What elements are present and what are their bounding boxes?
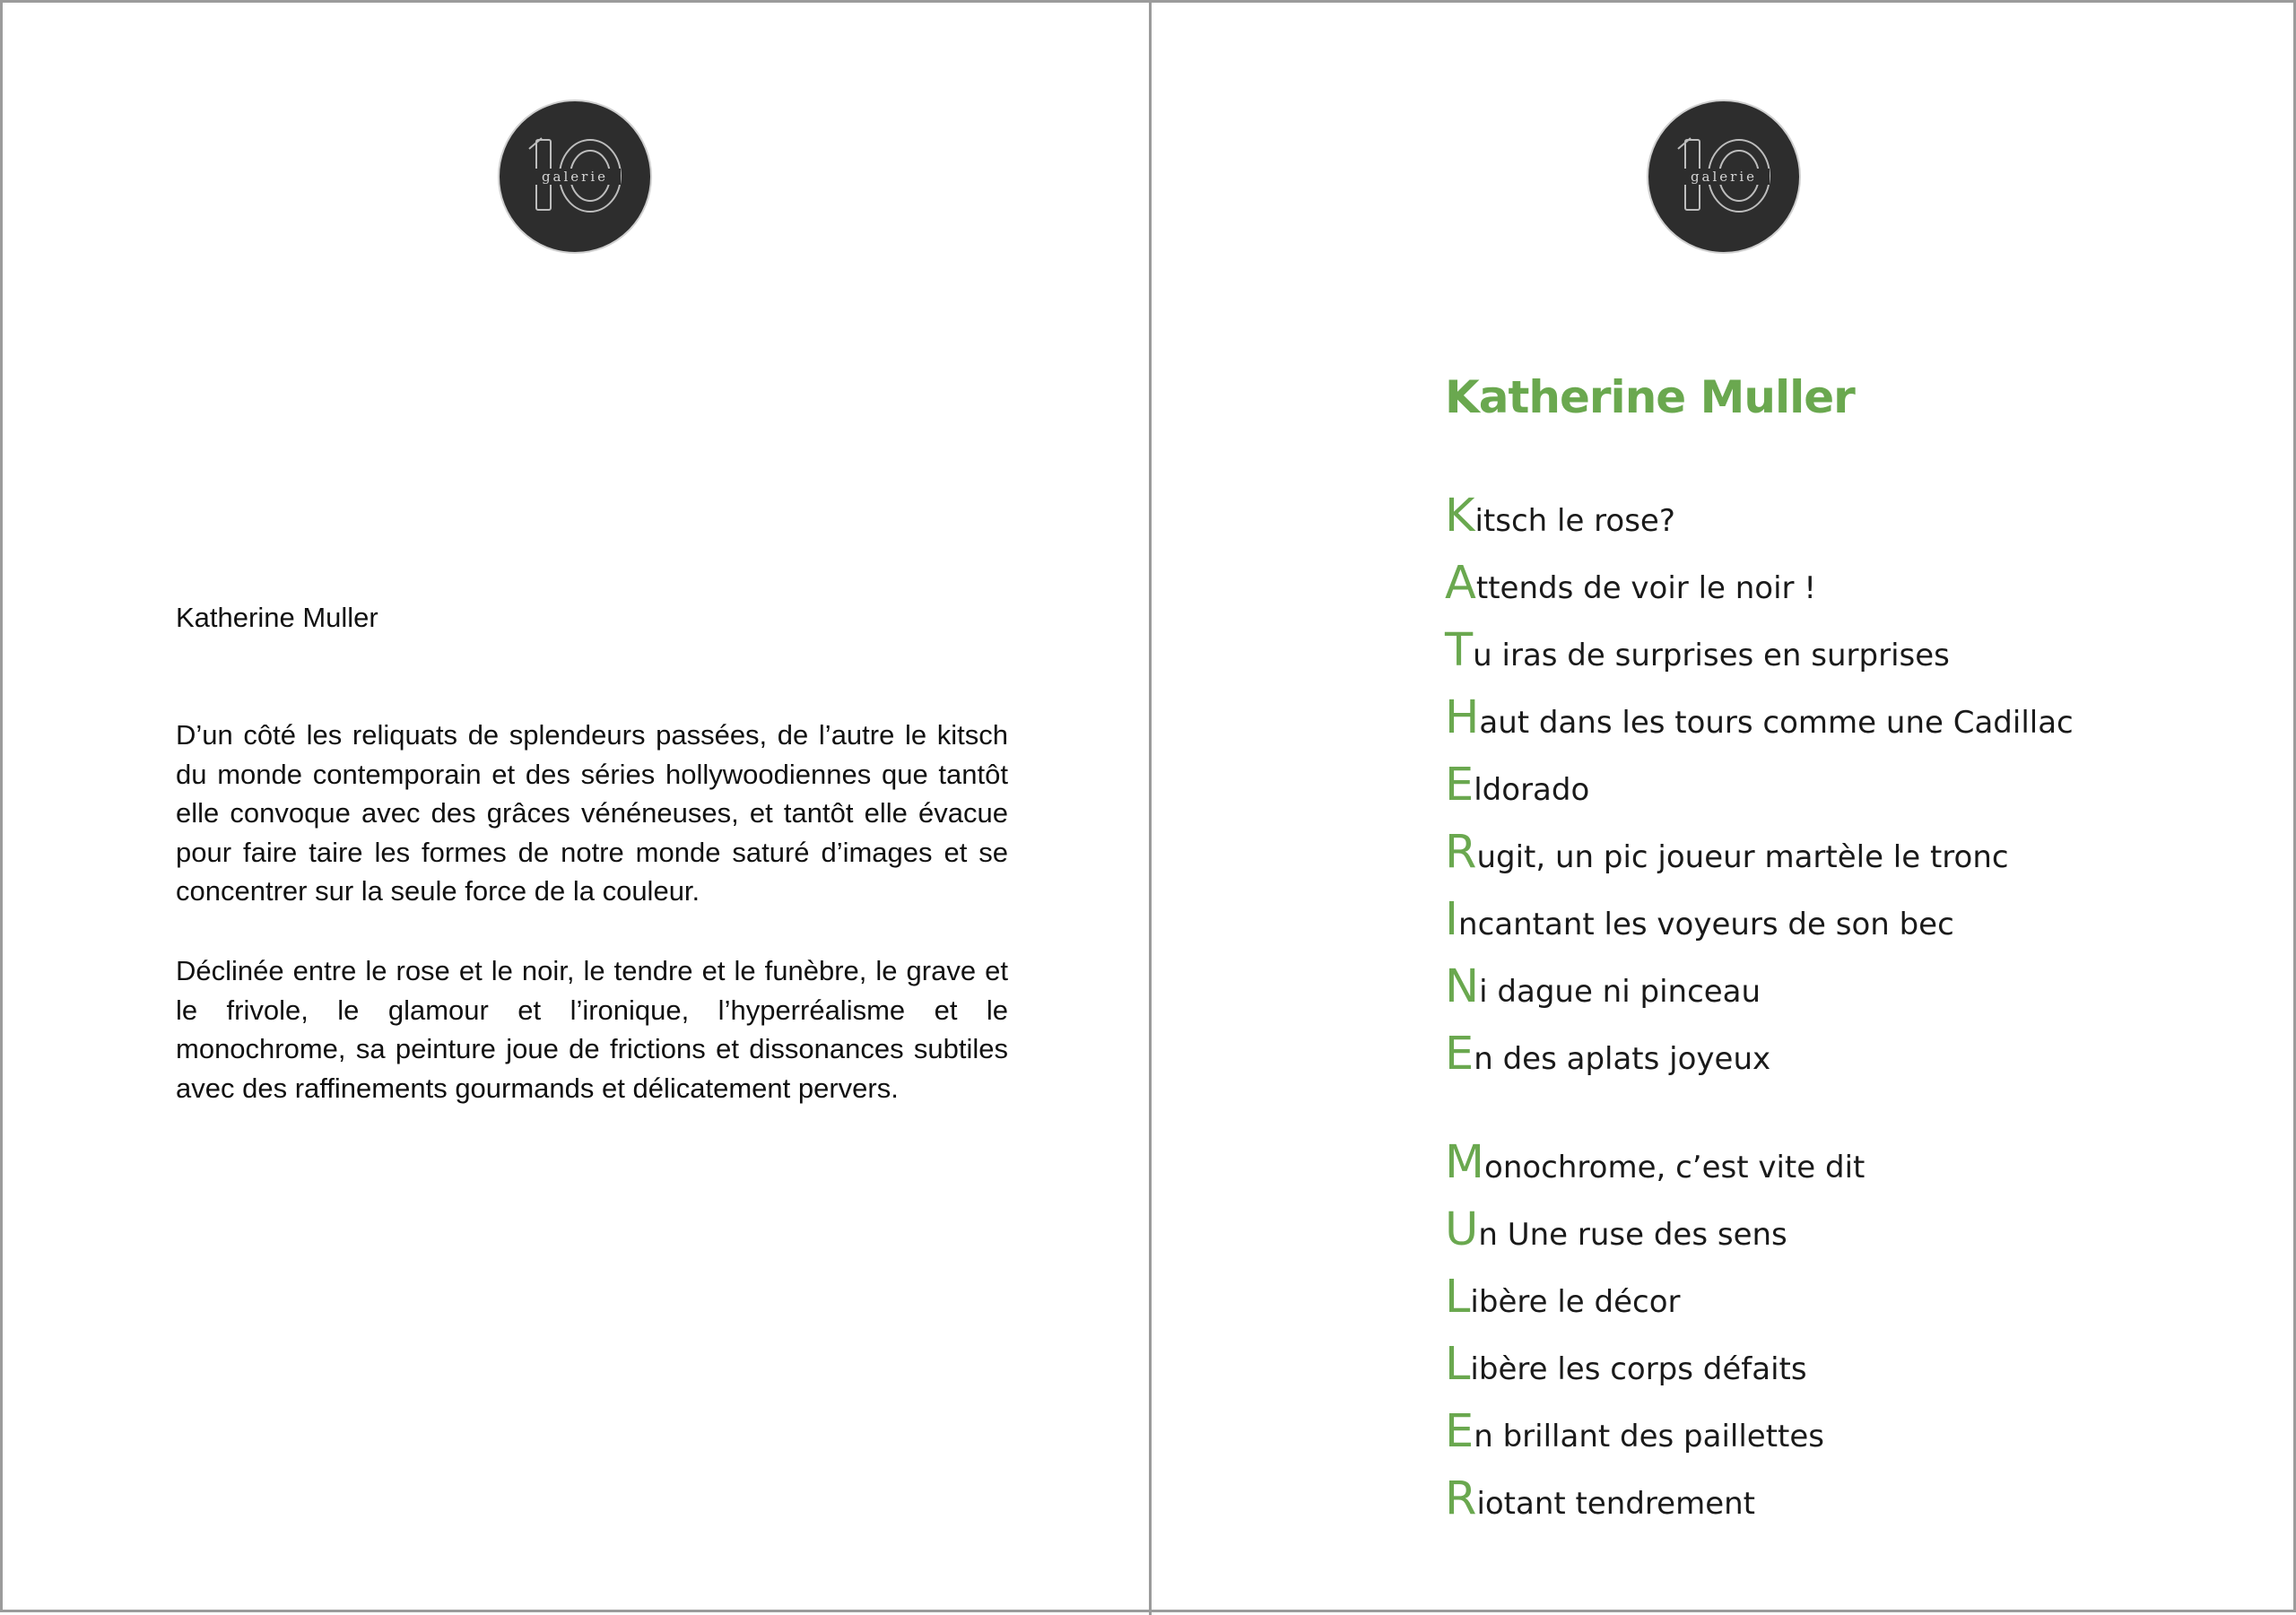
acrostic-text: iotant tendrement <box>1476 1486 1755 1522</box>
acrostic-text: n Une ruse des sens <box>1478 1217 1787 1253</box>
acrostic-text: onochrome, c’est vite dit <box>1484 1150 1866 1185</box>
acrostic-text: n brillant des paillettes <box>1474 1419 1825 1454</box>
acrostic-text: ugit, un pic joueur martèle le tronc <box>1476 839 2009 875</box>
acrostic-text: aut dans les tours comme une Cadillac <box>1479 705 2074 741</box>
acrostic-line <box>1445 1020 2252 1088</box>
logo-graphic <box>497 99 653 255</box>
acrostic-text: ldorado <box>1474 772 1590 808</box>
acrostic-line <box>1445 751 2252 819</box>
acrostic-initial: L <box>1445 1338 1471 1391</box>
acrostic-initial: H <box>1445 691 1480 744</box>
acrostic-line <box>1445 1263 2252 1331</box>
acrostic-line <box>1445 550 2252 617</box>
acrostic-initial: M <box>1445 1136 1485 1189</box>
acrostic-line <box>1445 1196 2252 1263</box>
acrostic-initial: L <box>1445 1271 1471 1324</box>
acrostic-line <box>1445 482 2252 550</box>
acrostic-line <box>1445 617 2252 684</box>
acrostic-initial: N <box>1445 960 1480 1013</box>
acrostic-line <box>1445 953 2252 1020</box>
acrostic-initial: U <box>1445 1203 1479 1256</box>
acrostic-last-name <box>1445 1129 2252 1533</box>
acrostic-initial: E <box>1445 759 1474 812</box>
logo-word: galerie <box>1690 169 1758 185</box>
acrostic-initial: I <box>1445 893 1459 946</box>
acrostic-line <box>1445 886 2252 953</box>
acrostic-text: i dague ni pinceau <box>1479 974 1761 1010</box>
acrostic-initial: T <box>1445 624 1474 677</box>
acrostic-initial: A <box>1445 557 1476 610</box>
logo-word: galerie <box>541 169 609 185</box>
acrostic-text: u iras de surprises en surprises <box>1473 638 1950 673</box>
description-paragraph: Déclinée entre le rose et le noir, le tendre et le funèbre, le grave et le frivole, le glamour et l’ironique, l’hyperréalisme et le monochrome, sa peinture joue de frictions et dissonances subtiles avec des raffinements gourmands et délicatement pervers. <box>176 955 1008 1104</box>
acrostic-initial: R <box>1445 826 1477 879</box>
galerie-10-logo-icon <box>1646 99 1802 255</box>
acrostic-text: itsch le rose? <box>1474 503 1675 539</box>
acrostic-text: ibère le décor <box>1470 1284 1681 1320</box>
acrostic-line <box>1445 819 2252 886</box>
acrostic-text: n des aplats joyeux <box>1474 1041 1771 1077</box>
acrostic-line <box>1445 684 2252 751</box>
galerie-10-logo-icon <box>497 99 653 255</box>
acrostic-text: ibère les corps défaits <box>1470 1351 1807 1387</box>
acrostic-first-name <box>1445 482 2252 1088</box>
poem-title: Katherine Muller <box>1445 371 1855 423</box>
acrostic-line <box>1445 1465 2252 1533</box>
logo-graphic <box>1646 99 1802 255</box>
acrostic-initial: K <box>1445 490 1475 543</box>
left-page <box>3 3 1149 1615</box>
acrostic-text: ncantant les voyeurs de son bec <box>1458 907 1954 942</box>
acrostic-line <box>1445 1331 2252 1398</box>
acrostic-initial: E <box>1445 1405 1474 1458</box>
acrostic-line <box>1445 1398 2252 1465</box>
acrostic-initial: E <box>1445 1028 1474 1081</box>
description-paragraph: D’un côté les reliquats de splendeurs passées, de l’autre le kitsch du monde contemporain et des séries hollywoodiennes que tantôt elle convoque avec des grâces vénéneuses, et tantôt elle évacue pour faire taire les formes de notre monde saturé d’images et se concentrer sur la seule force de la couleur. <box>176 719 1008 907</box>
right-page <box>1152 3 2296 1615</box>
acrostic-initial: R <box>1445 1472 1477 1525</box>
artist-name: Katherine Muller <box>176 602 378 633</box>
acrostic-text: ttends de voir le noir ! <box>1475 570 1816 606</box>
acrostic-line <box>1445 1129 2252 1196</box>
